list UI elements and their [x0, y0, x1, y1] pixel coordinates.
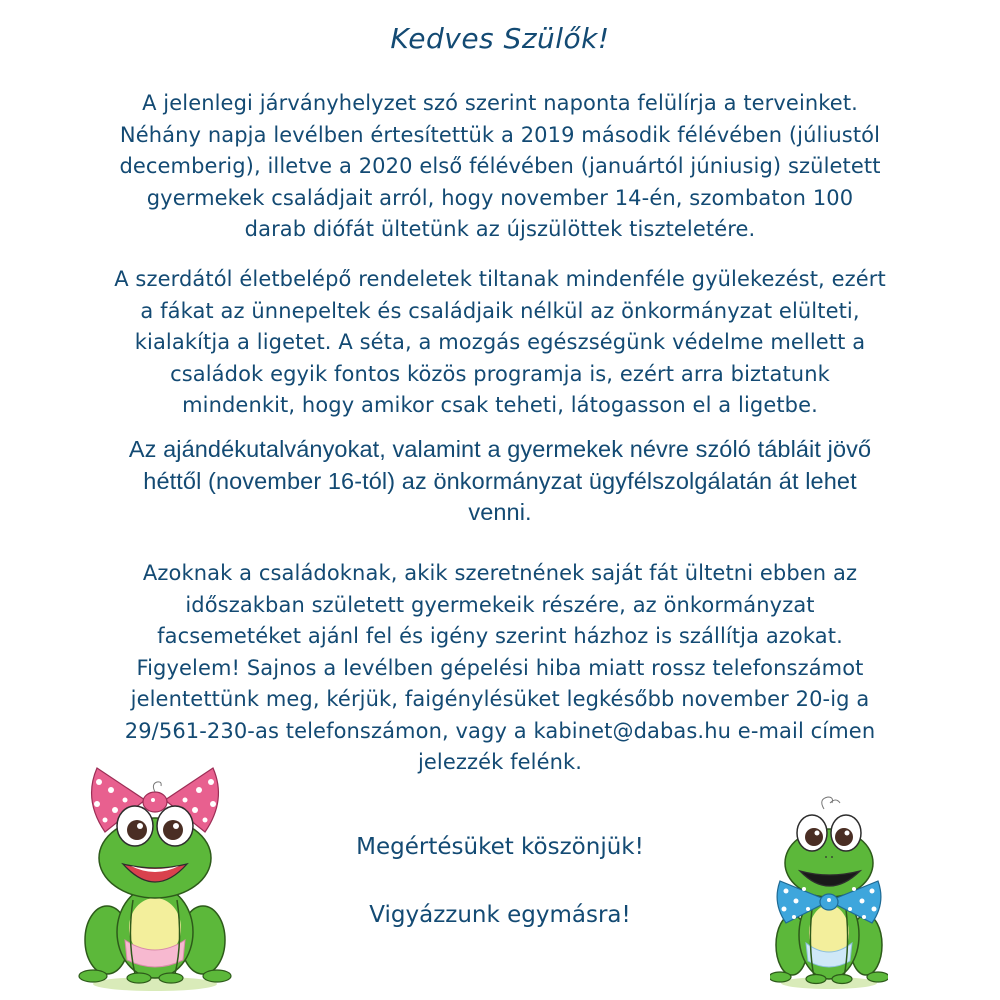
paragraph-regulations: [0, 264, 1000, 422]
text-line: a fákat az ünnepeltek és családjaik nélkül az önkormányzat elülteti,: [140, 298, 860, 323]
text-line: jelentettünk meg, kérjük, faigénylésüket legkésőbb november 20-ig a: [130, 687, 870, 711]
text-line: A szerdától életbelépő rendeletek tiltanak mindenféle gyülekezést, ezért: [114, 267, 886, 291]
text-line: venni.: [468, 499, 532, 525]
paragraph-vouchers: [0, 434, 1000, 529]
text-line: darab diófát ültetünk az újszülöttek tiszteletére.: [244, 217, 756, 241]
closing-thanks: Megértésüket köszönjük!: [356, 834, 644, 860]
girl-frog-illustration: [75, 760, 235, 992]
text-line: héttől (november 16-tól) az önkormányzat ügyfélszolgálatán át lehet: [143, 467, 857, 494]
text-line: mindenkit, hogy amikor csak teheti, látogasson el a ligetbe.: [182, 393, 818, 417]
text-line: 29/561-230-as telefonszámon, vagy a kabinet@dabas.hu e-mail címen: [124, 718, 876, 743]
text-line: Az ajándékutalványokat, valamint a gyermekek névre szóló tábláit jövő: [128, 436, 872, 462]
text-line: A jelenlegi járványhelyzet szó szerint naponta felülírja a terveinket.: [142, 91, 858, 115]
page-title: Kedves Szülők!: [390, 22, 610, 55]
text-line: Figyelem! Sajnos a levélben gépelési hiba miatt rossz telefonszámot: [136, 655, 864, 680]
text-line: jelezzék felénk.: [417, 750, 583, 774]
text-line: Néhány napja levélben értesítettük a 2019 második félévében (júliustól: [119, 122, 881, 147]
text-line: kialakítja a ligetet. A séta, a mozgás egészségünk védelme mellett a: [134, 330, 866, 354]
paragraph-intro: [0, 88, 1000, 246]
text-line: családok egyik fontos közös programja is, ezért arra biztatunk: [170, 361, 830, 386]
boy-frog-illustration: [770, 785, 888, 990]
text-line: időszakban született gyermekeik részére, az önkormányzat: [185, 592, 815, 617]
text-line: gyermekek családjait arról, hogy november 14-én, szombaton 100: [146, 185, 854, 210]
text-line: facsemetéket ajánl fel és igény szerint házhoz is szállítja azokat.: [157, 624, 843, 648]
text-line: decemberig), illetve a 2020 első félévében (januártól júniusig) született: [119, 154, 881, 178]
paragraph-saplings: [0, 558, 1000, 779]
text-line: Azoknak a családoknak, akik szeretnének saját fát ültetni ebben az: [142, 561, 858, 585]
closing-care: Vigyázzunk egymásra!: [369, 902, 631, 928]
